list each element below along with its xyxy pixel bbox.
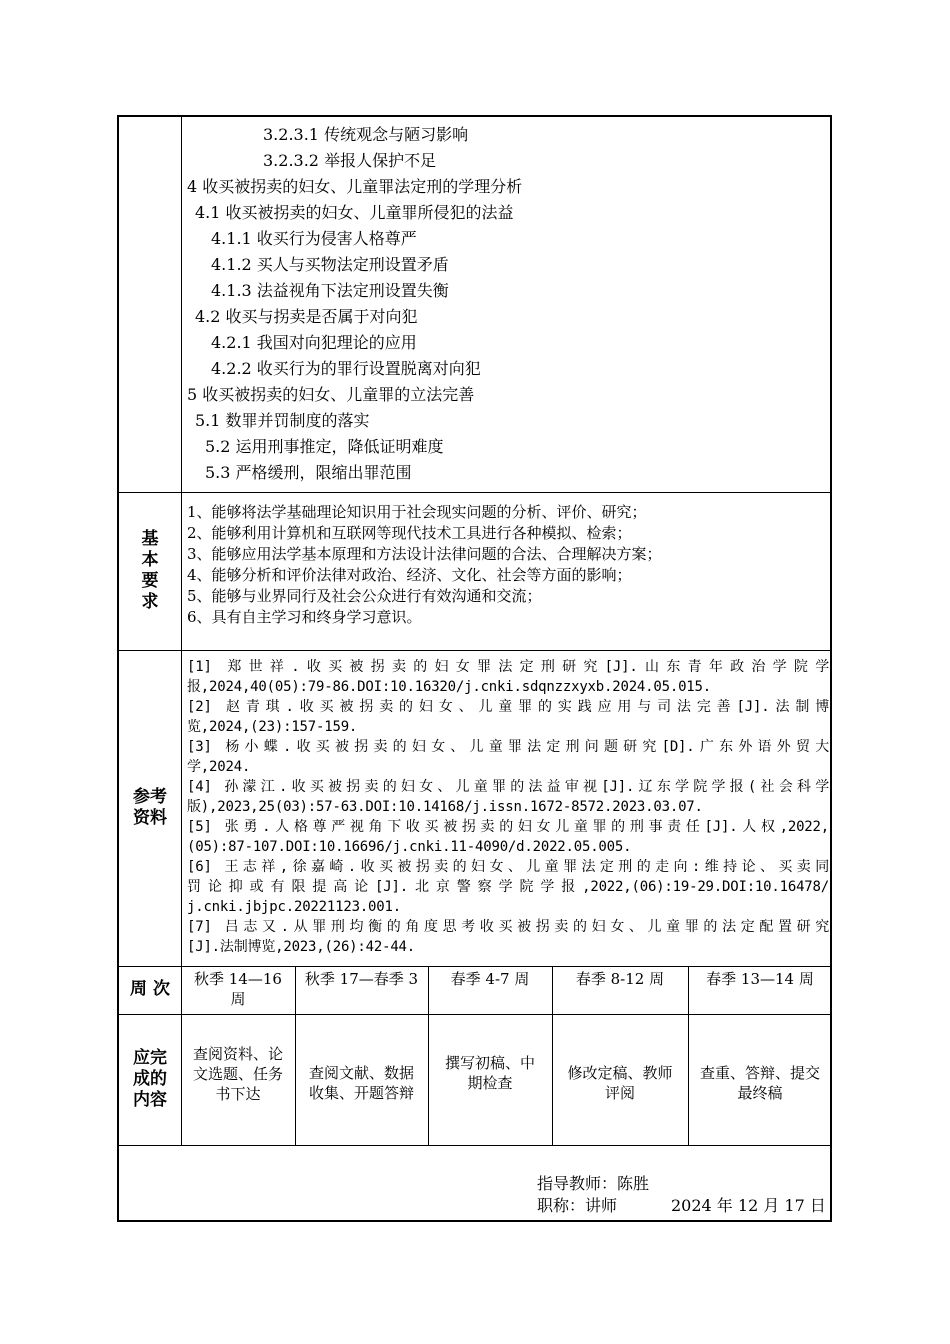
reference-line: 览,2024,(23):157-159. bbox=[187, 719, 358, 735]
reference-line: 学,2024. bbox=[187, 759, 251, 775]
reference-line: (05):87-107.DOI:10.16696/j.cnki.11-4090/d.2022.05.005. bbox=[187, 839, 632, 855]
task-table bbox=[117, 115, 832, 1222]
reference-line: [J].法制博览,2023,(26):42-44. bbox=[187, 939, 416, 955]
outline-item: 4.2 收买与拐卖是否属于对向犯 bbox=[195, 307, 418, 326]
sign-date: 2024 年 12 月 17 日 bbox=[671, 1196, 826, 1215]
requirement-item: 4、能够分析和评价法律对政治、经济、文化、社会等方面的影响； bbox=[187, 566, 632, 584]
reference-line: 报,2024,40(05):79-86.DOI:10.16320/j.cnki.sdqnzzxyxb.2024.05.015. bbox=[187, 679, 711, 695]
reference-line: 罚论抑或有限提高论[J].北京警察学院学报,2022,(06):19-29.DOI:10.16478/ bbox=[187, 879, 829, 895]
week-label: 周 次 bbox=[130, 979, 170, 999]
requirement-item: 6、具有自主学习和终身学习意识。 bbox=[187, 608, 422, 626]
requirement-item: 3、能够应用法学基本原理和方法设计法律问题的合法、合理解决方案； bbox=[187, 545, 662, 563]
requirement-item: 1、能够将法学基础理论知识用于社会现实问题的分析、评价、研究； bbox=[187, 503, 647, 521]
task-cell: 查阅文献、数据 收集、开题答辩 bbox=[308, 1064, 414, 1102]
reference-line: [1] 郑世祥.收买被拐卖的妇女罪法定刑研究[J].山东青年政治学院学 bbox=[187, 659, 829, 675]
reference-line: 版),2023,25(03):57-63.DOI:10.14168/j.issn.1672-8572.2023.03.07. bbox=[187, 799, 703, 815]
row-divider bbox=[119, 1014, 830, 1015]
outline-item: 3.2.3.1 传统观念与陋习影响 bbox=[263, 125, 469, 144]
outline-item: 3.2.3.2 举报人保护不足 bbox=[263, 151, 437, 170]
row-divider bbox=[119, 492, 830, 493]
task-cell: 查重、答辩、提交 最终稿 bbox=[699, 1064, 820, 1102]
reference-line: j.cnki.jbjpc.20221123.001. bbox=[187, 899, 401, 915]
week-cell: 秋季 14—16 周 bbox=[194, 970, 282, 1008]
outline-item: 4.1.3 法益视角下法定刑设置失衡 bbox=[211, 281, 449, 300]
outline-item: 5 收买被拐卖的妇女、儿童罪的立法完善 bbox=[187, 385, 475, 404]
outline-item: 4.1.2 买人与买物法定刑设置矛盾 bbox=[211, 255, 449, 274]
reference-line: [7] 吕志又.从罪刑均衡的角度思考收买被拐卖的妇女、儿童罪的法定配置研究 bbox=[187, 919, 829, 935]
outline-item: 4.1 收买被拐卖的妇女、儿童罪所侵犯的法益 bbox=[195, 203, 514, 222]
outline-item: 4.2.1 我国对向犯理论的应用 bbox=[211, 333, 417, 352]
week-cell: 春季 4-7 周 bbox=[450, 970, 530, 988]
reference-line: [5] 张勇.人格尊严视角下收买被拐卖的妇女儿童罪的刑事责任[J].人权,2022, bbox=[187, 819, 829, 835]
requirements-label: 基本要求 bbox=[141, 529, 159, 612]
week-cell: 春季 13—14 周 bbox=[706, 970, 814, 988]
requirement-item: 5、能够与业界同行及社会公众进行有效沟通和交流； bbox=[187, 587, 542, 605]
row-divider bbox=[119, 650, 830, 651]
advisor-name: 指导教师：陈胜 bbox=[537, 1174, 650, 1193]
reference-line: [6] 王志祥,徐嘉崎.收买被拐卖的妇女、儿童罪法定刑的走向:维持论、买卖同 bbox=[187, 859, 829, 875]
outline-item: 5.3 严格缓刑，限缩出罪范围 bbox=[205, 463, 412, 482]
task-cell: 查阅资料、论 文选题、任务 书下达 bbox=[192, 1045, 283, 1103]
outline-item: 4.2.2 收买行为的罪行设置脱离对向犯 bbox=[211, 359, 481, 378]
column-divider bbox=[295, 966, 296, 1145]
week-cell: 春季 8-12 周 bbox=[575, 970, 665, 988]
outline-item: 5.1 数罪并罚制度的落实 bbox=[195, 411, 370, 430]
row-divider bbox=[119, 966, 830, 967]
outline-item: 4 收买被拐卖的妇女、儿童罪法定刑的学理分析 bbox=[187, 177, 523, 196]
task-cell: 撰写初稿、中 期检查 bbox=[444, 1054, 535, 1092]
column-divider bbox=[552, 966, 553, 1145]
advisor-title: 职称：讲师 bbox=[537, 1196, 618, 1215]
content-label: 应完 成的 内容 bbox=[133, 1048, 167, 1110]
column-divider bbox=[688, 966, 689, 1145]
week-cell: 秋季 17—春季 3 bbox=[304, 970, 419, 988]
task-cell: 修改定稿、教师 评阅 bbox=[567, 1064, 673, 1102]
requirement-item: 2、能够利用计算机和互联网等现代技术工具进行各种模拟、检索； bbox=[187, 524, 632, 542]
outline-item: 4.1.1 收买行为侵害人格尊严 bbox=[211, 229, 417, 248]
outline-item: 5.2 运用刑事推定，降低证明难度 bbox=[205, 437, 444, 456]
references-label: 参考 资料 bbox=[133, 787, 167, 828]
row-divider bbox=[119, 1145, 830, 1146]
reference-line: [2] 赵青琪.收买被拐卖的妇女、儿童罪的实践应用与司法完善[J].法制博 bbox=[187, 699, 829, 715]
reference-line: [3] 杨小蝶.收买被拐卖的妇女、儿童罪法定刑问题研究[D].广东外语外贸大 bbox=[187, 739, 829, 755]
reference-line: [4] 孙濛江.收买被拐卖的妇女、儿童罪的法益审视[J].辽东学院学报(社会科学 bbox=[187, 779, 829, 795]
